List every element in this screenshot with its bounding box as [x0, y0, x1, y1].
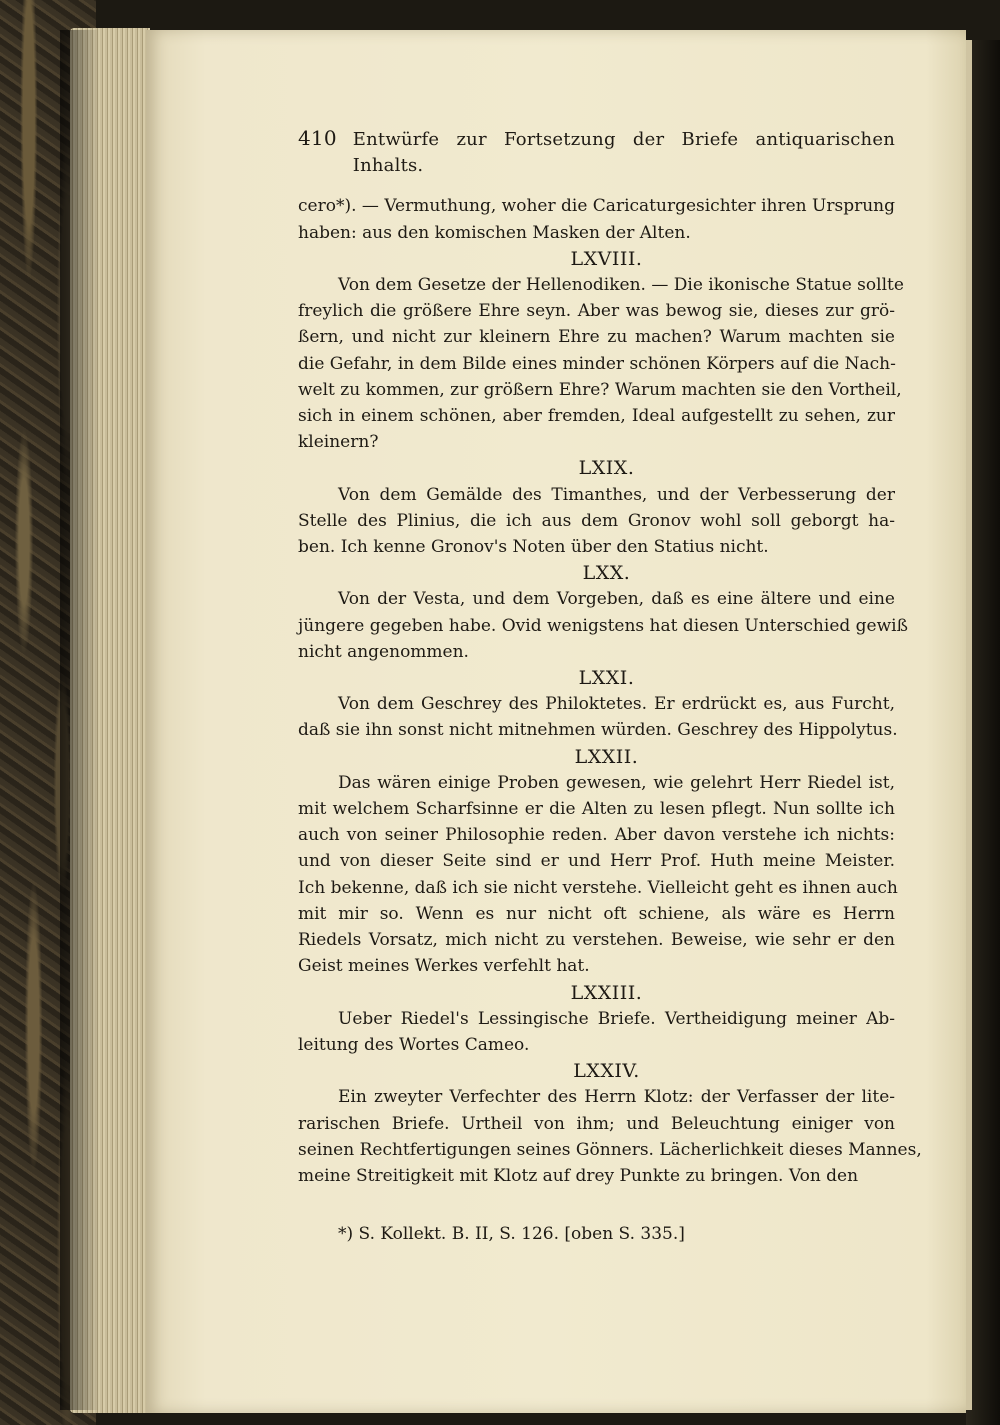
text-line: ßern, und nicht zur kleinern Ehre zu machen? Warum machten sie [298, 327, 895, 348]
running-head-title: Entwürfe zur Fortsetzung der Briefe antiquarischen Inhalts. [352, 129, 895, 177]
text-line: Von der Vesta, und dem Vorgeben, daß es eine ältere und eine [338, 589, 895, 610]
text-line: daß sie ihn sonst nicht mitnehmen würden. Geschrey des Hippolytus. [298, 720, 898, 741]
text-line: Geist meines Werkes verfehlt hat. [298, 956, 590, 977]
section-heading: LXIX. [578, 457, 635, 480]
section-heading: LXXII. [574, 745, 639, 768]
text-line: die Gefahr, in dem Bilde eines minder schönen Körpers auf die Nach- [298, 353, 896, 374]
text-line: seinen Rechtfertigungen seines Gönners. Lächerlichkeit dieses Mannes, [298, 1139, 922, 1160]
text-line: und von dieser Seite sind er und Herr Prof. Huth meine Meister. [298, 851, 895, 872]
text-line: Das wären einige Proben gewesen, wie gelehrt Herr Riedel ist, [338, 772, 895, 793]
spine-shadow [60, 30, 100, 1410]
text-line: auch von seiner Philosophie reden. Aber davon verstehe ich nichts: [298, 825, 895, 846]
text-line: freylich die größere Ehre seyn. Aber was bewog sie, dieses zur grö- [298, 301, 895, 322]
text-line: Ein zweyter Verfechter des Herrn Klotz: der Verfasser der lite- [338, 1087, 895, 1108]
text-block [298, 125, 922, 1189]
text-line: cero*). — Vermuthung, woher die Caricaturgesichter ihren Ursprung [298, 196, 895, 217]
body-text [298, 193, 922, 1189]
text-line: sich in einem schönen, aber fremden, Ideal aufgestellt zu sehen, zur [298, 406, 895, 427]
text-line: ben. Ich kenne Gronov's Noten über den Statius nicht. [298, 537, 769, 558]
text-line: Riedels Vorsatz, mich nicht zu verstehen. Beweise, wie sehr er den [298, 930, 895, 951]
text-line: leitung des Wortes Cameo. [298, 1034, 530, 1055]
running-head [298, 125, 895, 179]
text-line: mit welchem Scharfsinne er die Alten zu lesen pflegt. Nun sollte ich [298, 799, 895, 820]
section-heading: LXVIII. [570, 247, 643, 270]
text-line: welt zu kommen, zur größern Ehre? Warum machten sie den Vortheil, [298, 379, 902, 400]
text-line: Von dem Gesetze der Hellenodiken. — Die ikonische Statue sollte [338, 275, 904, 296]
text-line: Ich bekenne, daß ich sie nicht verstehe. Vielleicht geht es ihnen auch [298, 877, 898, 898]
text-line: kleinern? [298, 432, 379, 453]
text-line: rarischen Briefe. Urtheil von ihm; und Beleuchtung einiger von [298, 1113, 895, 1134]
section-heading: LXXIII. [570, 981, 643, 1004]
page-number: 410 [298, 126, 337, 150]
text-line: nicht angenommen. [298, 641, 469, 662]
section-heading: LXXI. [578, 667, 635, 690]
section-heading: LXX. [582, 562, 631, 585]
text-line: Von dem Gemälde des Timanthes, und der Verbesserung der [338, 484, 895, 505]
text-line: Von dem Geschrey des Philoktetes. Er erdrückt es, aus Furcht, [338, 694, 895, 715]
right-page-edge [966, 40, 972, 1410]
text-line: jüngere gegeben habe. Ovid wenigstens hat diesen Unterschied gewiß [298, 615, 908, 636]
text-line: mit mir so. Wenn es nur nicht oft schiene, als wäre es Herrn [298, 903, 895, 924]
text-line: Ueber Riedel's Lessingische Briefe. Vertheidigung meiner Ab- [338, 1008, 895, 1029]
text-line: haben: aus den komischen Masken der Alten. [298, 222, 691, 243]
text-line: meine Streitigkeit mit Klotz auf drey Punkte zu bringen. Von den [298, 1165, 859, 1186]
footnote: *) S. Kollekt. B. II, S. 126. [oben S. 335.] [338, 1224, 685, 1244]
section-heading: LXXIV. [573, 1060, 640, 1083]
text-line: Stelle des Plinius, die ich aus dem Gronov wohl soll geborgt ha- [298, 510, 895, 531]
